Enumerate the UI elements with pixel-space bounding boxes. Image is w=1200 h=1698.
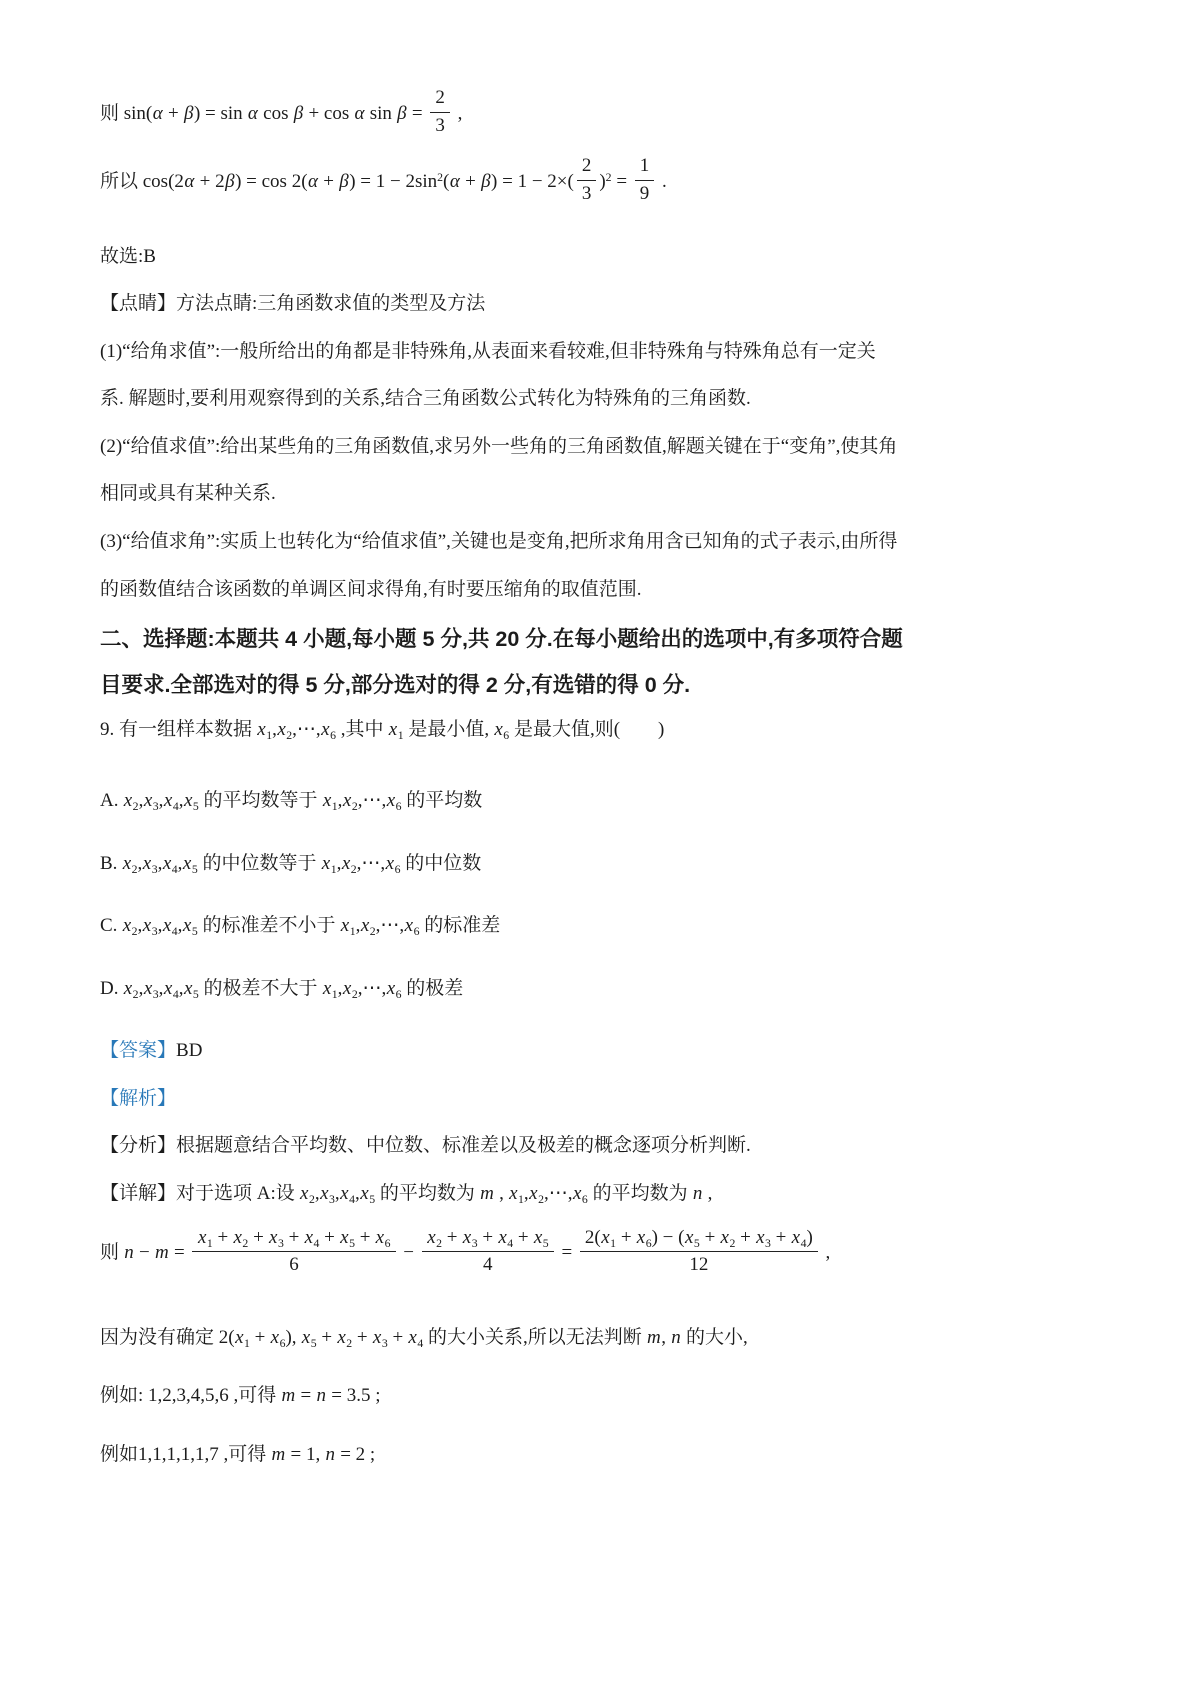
line-plain-7: 相同或具有某种关系. [100, 483, 276, 505]
line-plain-5: 系. 解题时,要利用观察得到的关系,结合三角函数公式转化为特殊角的三角函数. [100, 388, 751, 410]
fraction-numerator: 2 [430, 86, 450, 113]
line-option-15: C. $x_2,x_3,x_4,x_5$ 的标准差不小于 $x_1,x_2,\cdots,x_6$ 的标准差 [100, 915, 501, 939]
fraction-denominator: 4 [482, 1254, 493, 1276]
fraction-denominator: 6 [289, 1254, 299, 1276]
line-plain-6: (2)“给值求值”:给出某些角的三角函数值,求另外一些角的三角函数值,解题关键在于“变角”,使其角 [100, 435, 898, 457]
fraction [577, 154, 597, 206]
fraction [635, 154, 655, 206]
line-spaced-22: 因为没有确定 $2(x_1 + x_6)$, $x_5 + x_2 + x_3 + x_4$ 的大小关系,所以无法判断 m, n 的大小, [100, 1326, 748, 1350]
line-plain-18 [100, 1085, 1104, 1113]
fraction [430, 86, 450, 138]
line-plain-17: 【答案】BD [100, 1040, 203, 1062]
fraction [192, 1226, 395, 1278]
line-option-13: A. $x_2,x_3,x_4,x_5$ 的平均数等于 $x_1,x_2,\cdots,x_6$ 的平均数 [100, 790, 483, 813]
fraction-denominator: 12 [689, 1254, 709, 1276]
line-header-10: 二、选择题:本题共 4 小题,每小题 5 分,共 20 分.在每小题给出的选项中,有多项符合题 [100, 627, 903, 652]
line-option-16: D. $x_2,x_3,x_4,x_5$ 的极差不大于 $x_1,x_2,\cdots,x_6$ 的极差 [100, 977, 464, 1001]
fraction-denominator: 3 [581, 183, 592, 205]
line-header-11: 目要求.全部选对的得 5 分,部分选对的得 2 分,有选错的得 0 分. [100, 673, 691, 698]
line-math2-1: 所以 $\cos(2\alpha + 2\beta) = \cos 2(\alpha + \beta) = 1 - 2\sin^2(\alpha + \beta) = 1 - 2\times$( $\frac{2}{3}$ )$^2$ = $\frac{1}{9}$ . [100, 156, 1104, 208]
line-math-0: 则 sin(α + β) = sin α cos β + cos α sin β = $\frac{2}{3}$ , [100, 88, 1104, 140]
line-plain-4: (1)“给角求值”:一般所给出的角都是非特殊角,从表面来看较难,但非特殊角与特殊角总有一定关 [100, 340, 876, 362]
line-plain-9: 的函数值结合该函数的单调区间求得角,有时要压缩角的取值范围. [100, 578, 642, 600]
answer-label: 【解析】 [100, 1087, 177, 1109]
line-bigmath-21: 则 n − m = $\frac{x_1 + x_2 + x_3 + x_4 + x_5 + x_6}{6}$ − $\frac{x_2 + x_3 + x_4 + x_5}{4}$ = $\frac{2(x_1 + x_6) - (x_5 + x_2 + x_3 + x_4)}{12}$ , [100, 1228, 1104, 1280]
fraction [422, 1226, 554, 1278]
fraction-denominator: 9 [639, 183, 650, 205]
line-plain-8: (3)“给值求角”:实质上也转化为“给值求值”,关键也是变角,把所求角用含已知角的式子表示,由所得 [100, 531, 898, 553]
fraction-numerator: 1 [635, 154, 655, 181]
line-plain-2: 故选:B [100, 245, 156, 267]
line-question-12: 9. 有一组样本数据 $x_1,x_2,\cdots,x_6$ ,其中 $x_1$ 是最小值, $x_6$ 是最大值,则( ) [100, 718, 665, 742]
fraction-numerator: $x_1 + x_2 + x_3 + x_4 + x_5 + x_6$ [192, 1226, 395, 1253]
line-plain-20: 【详解】对于选项 A:设 $x_2,x_3,x_4,x_5$ 的平均数为 m , $x_1,x_2,\cdots,x_6$ 的平均数为 n , [100, 1183, 713, 1206]
fraction-denominator: 3 [435, 114, 445, 136]
fraction-numerator: 2 [577, 154, 597, 181]
line-spaced-23: 例如: 1,2,3,4,5,6 ,可得 m = n = 3.5 ; [100, 1385, 381, 1407]
line-option-14: B. $x_2,x_3,x_4,x_5$ 的中位数等于 $x_1,x_2,\cdots,x_6$ 的中位数 [100, 852, 482, 876]
line-plain-3: 【点睛】方法点睛:三角函数求值的类型及方法 [100, 293, 486, 315]
line-spaced-24: 例如1,1,1,1,1,7 ,可得 m = 1, n = 2 ; [100, 1444, 376, 1466]
fraction [580, 1226, 818, 1278]
fraction-numerator: $x_2 + x_3 + x_4 + x_5$ [422, 1226, 554, 1253]
fraction-numerator: $2(x_1 + x_6) - (x_5 + x_2 + x_3 + x_4)$ [580, 1226, 818, 1253]
line-plain-19: 【分析】根据题意结合平均数、中位数、标准差以及极差的概念逐项分析判断. [100, 1135, 751, 1157]
answer-label: 【答案】 [100, 1040, 177, 1062]
document-body [100, 88, 1104, 1469]
